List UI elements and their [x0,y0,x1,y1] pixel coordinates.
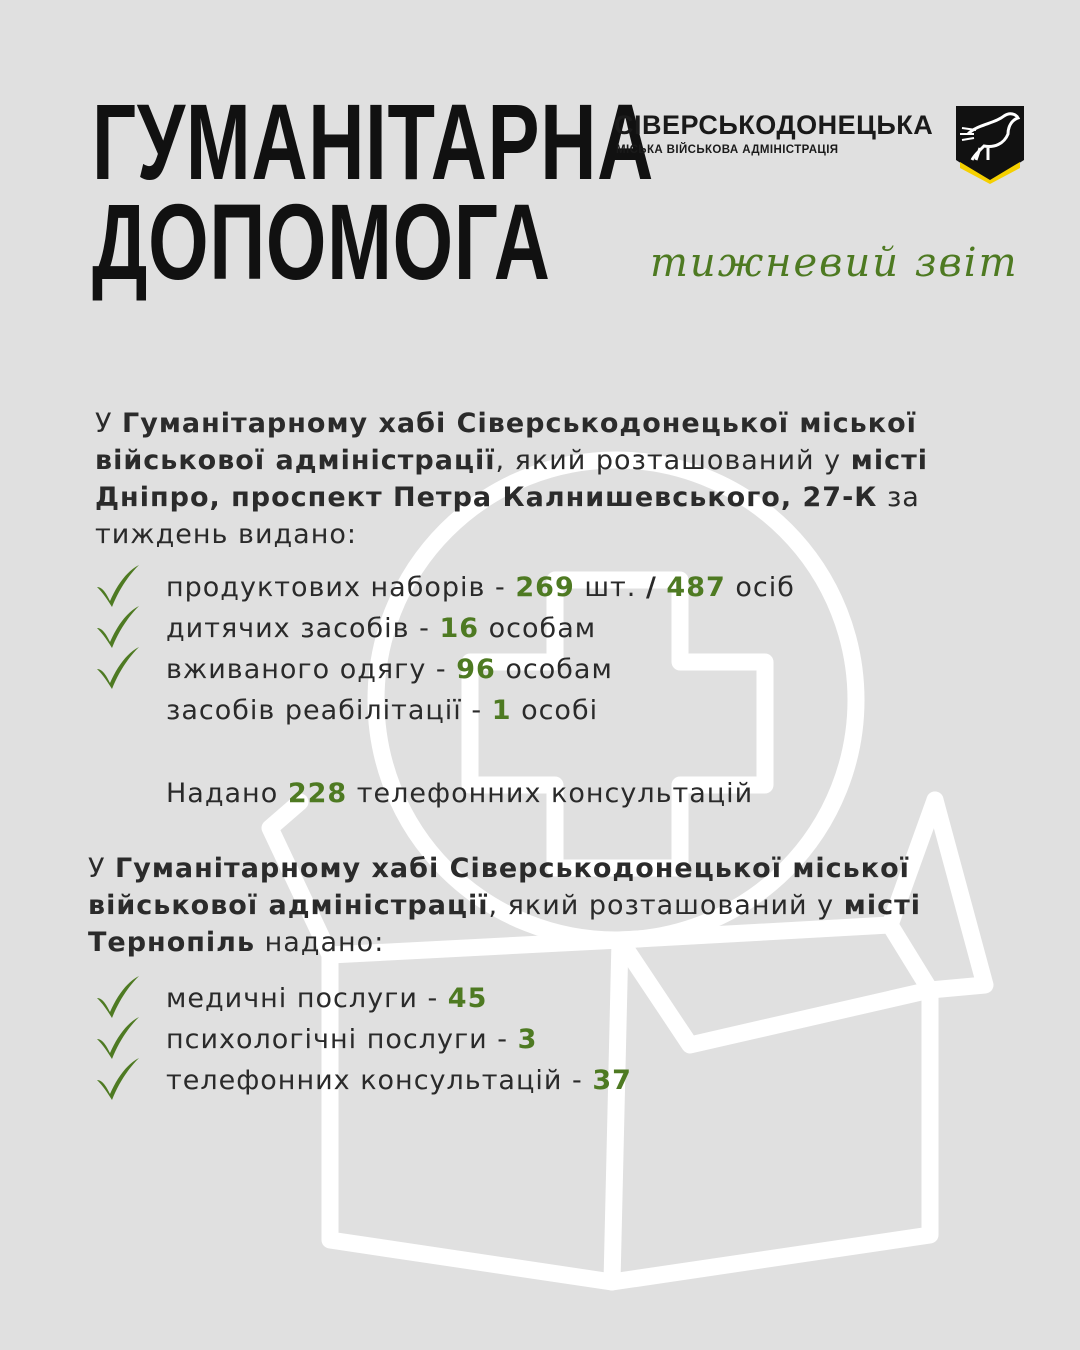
page-title [92,81,655,302]
item-unit: особам [479,613,597,644]
item-people-count: 487 [666,572,726,603]
item-count: 37 [592,1065,632,1096]
item-unit: осіб [725,572,795,603]
checkmark-icon [93,1054,141,1102]
item-count: 269 [515,572,575,603]
intro-text: , який розташований у [495,445,851,476]
intro-text: надано: [255,927,385,958]
item-count: 3 [517,1024,538,1055]
item-unit: шт. [574,572,646,603]
administration-logo [614,104,1034,184]
checkmark-icon [93,643,141,691]
intro-bold-location: місті Дніпро, проспект Петра Калнишевського, 27-К [95,445,928,513]
logo-name: СІВЕРСЬКОДОНЕЦЬКА [614,110,934,140]
intro-text: за тиждень видано: [95,482,920,550]
item-label: дитячих засобів - [166,613,440,644]
ternopil-intro [88,850,1018,961]
consult-label: телефонних консультацій [347,778,754,809]
ternopil-list [93,978,632,1101]
intro-bold-hub: Гуманітарному хабі Сіверськодонецької міської військової адміністрації [88,853,910,921]
item-count: 16 [439,613,480,644]
item-unit: особі [511,695,599,726]
item-unit: особам [495,654,613,685]
dnipro-list [93,567,795,731]
consult-count: 228 [287,778,348,809]
item-label: медичні послуги - [166,983,448,1014]
consult-label: Надано [166,778,288,809]
list-item [93,1019,632,1060]
intro-bold-location: місті Тернопіль [88,890,921,958]
list-item [93,690,795,731]
list-item [93,608,795,649]
list-item [93,649,795,690]
item-label: телефонних консультацій - [166,1065,593,1096]
title-line-1: ГУМАНІТАРНА [92,81,655,202]
city-emblem-icon [954,104,1026,184]
item-label: вживаного одягу - [166,654,457,685]
intro-bold-hub: Гуманітарному хабі Сіверськодонецької міської військової адміністрації [95,408,917,476]
dnipro-intro [95,405,1025,553]
weekly-report-label: тижневий звіт [650,240,1019,286]
list-item [93,978,632,1019]
intro-text: У [88,853,116,884]
phone-consultations-line [93,773,753,814]
list-item [93,1060,632,1101]
title-line-2: ДОПОМОГА [92,181,551,302]
item-separator: / [645,572,657,603]
intro-text: У [95,408,123,439]
intro-text: , який розташований у [488,890,844,921]
item-count: 1 [491,695,512,726]
item-label: засобів реабілітації - [166,695,492,726]
logo-subtitle: МІСЬКА ВІЙСЬКОВА АДМІНІСТРАЦІЯ [616,144,839,156]
item-label: продуктових наборів - [166,572,516,603]
item-count: 45 [447,983,488,1014]
item-count: 96 [456,654,496,685]
item-label: психологічні послуги - [166,1024,518,1055]
list-item [93,567,795,608]
